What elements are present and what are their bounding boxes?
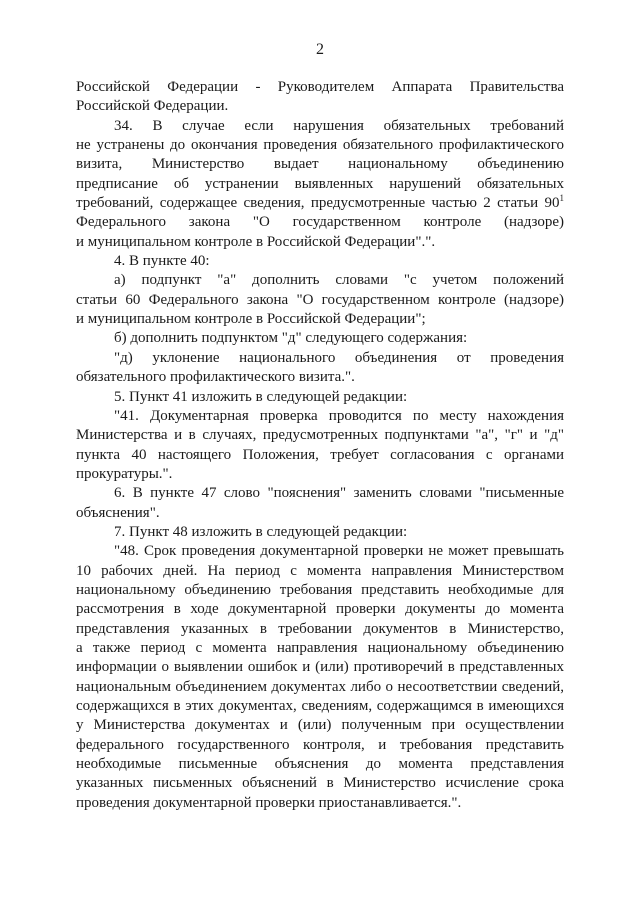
- text-line: Федерального закона "О государственном контроле (надзоре): [76, 214, 564, 231]
- text-line: 34. В случае если нарушения обязательных требований: [114, 117, 564, 134]
- text-line: указанных письменных объяснений в Министерство исчисление срока: [76, 775, 564, 792]
- text-line: федерального государственного контроля, и требования представить: [76, 736, 564, 753]
- text-line: обязательного профилактического визита.".: [76, 369, 355, 386]
- text-line: содержащихся в этих документах, сведениям, содержащимся в имеющихся: [76, 698, 564, 714]
- text-line: "41. Документарная проверка проводится по месту нахождения: [114, 407, 564, 424]
- text-line: объяснения".: [76, 504, 160, 521]
- text-line: не устранены до окончания проведения обязательного профилактического: [76, 137, 564, 154]
- paragraph-p4: [76, 271, 564, 329]
- paragraph-p9: [76, 484, 564, 523]
- text-line: требований, содержащее сведения, предусмотренные частью 2 статьи 90: [76, 195, 560, 212]
- text-line: и муниципальном контроле в Российской Федерации";: [76, 311, 426, 328]
- text-line: а) подпункт "а" дополнить словами "с учетом положений: [114, 272, 564, 289]
- text-line: 6. В пункте 47 слово "пояснения" заменить словами "письменные: [114, 485, 564, 502]
- text-line: национальным объединением документах либо о несоответствии сведений,: [76, 678, 564, 695]
- paragraph-p6: [76, 349, 564, 388]
- text-line: необходимые письменные объяснения до момента представления: [76, 756, 564, 773]
- page-number: 2: [316, 41, 324, 58]
- text-line: 4. В пункте 40:: [114, 253, 210, 270]
- text-line: б) дополнить подпунктом "д" следующего содержания:: [114, 330, 468, 347]
- text-line: статьи 60 Федерального закона "О государственном контроле (надзоре): [76, 291, 564, 308]
- text-line: визита, Министерство выдает национальному объединению: [76, 156, 564, 173]
- text-line: пункта 40 настоящего Положения, требует согласования с органами: [76, 446, 564, 463]
- text-line: рассмотрения в ходе документарной проверки документы до момента: [76, 601, 564, 618]
- text-line: Российской Федерации - Руководителем Аппарата Правительства: [76, 79, 564, 95]
- paragraph-p1: [76, 78, 564, 117]
- text-line: 7. Пункт 48 изложить в следующей редакции:: [114, 523, 408, 540]
- text-line: Российской Федерации.: [76, 98, 229, 115]
- paragraph-p2: [76, 117, 564, 252]
- footnote-mark: 1: [559, 193, 564, 204]
- text-line: а также период с момента направления национальному объединению: [76, 639, 564, 656]
- text-line: информации о выявлении ошибок и (или) противоречий в представленных: [76, 659, 564, 676]
- text-line: предписание об устранении выявленных нарушений обязательных: [76, 175, 564, 192]
- paragraph-p10: [76, 523, 564, 542]
- text-line: "48. Срок проведения документарной проверки не может превышать: [114, 543, 564, 560]
- paragraph-p8: [76, 407, 564, 484]
- paragraph-p5: [76, 329, 564, 348]
- text-line: Министерства и в случаях, предусмотренных подпунктами "а", "г" и "д": [76, 427, 564, 444]
- text-line: и муниципальном контроле в Российской Федерации".".: [76, 233, 436, 250]
- paragraph-p11: [76, 542, 564, 813]
- text-line: представления указанных в требовании документов в Министерство,: [76, 620, 564, 637]
- paragraph-p3: [76, 252, 564, 271]
- document-body: [76, 78, 564, 813]
- text-line: национальному объединению требования представить необходимые для: [76, 581, 564, 598]
- text-line: 5. Пункт 41 изложить в следующей редакции:: [114, 388, 408, 405]
- text-line-with-footnote: [76, 194, 564, 213]
- text-line: проведения документарной проверки приостанавливается.".: [76, 794, 462, 811]
- text-line: "д) уклонение национального объединения от проведения: [114, 349, 564, 366]
- text-line: у Министерства документах и (или) полученным при осуществлении: [76, 717, 564, 734]
- text-line: 10 рабочих дней. На период с момента направления Министерством: [76, 562, 564, 579]
- text-line: прокуратуры.".: [76, 465, 173, 482]
- paragraph-p7: [76, 388, 564, 407]
